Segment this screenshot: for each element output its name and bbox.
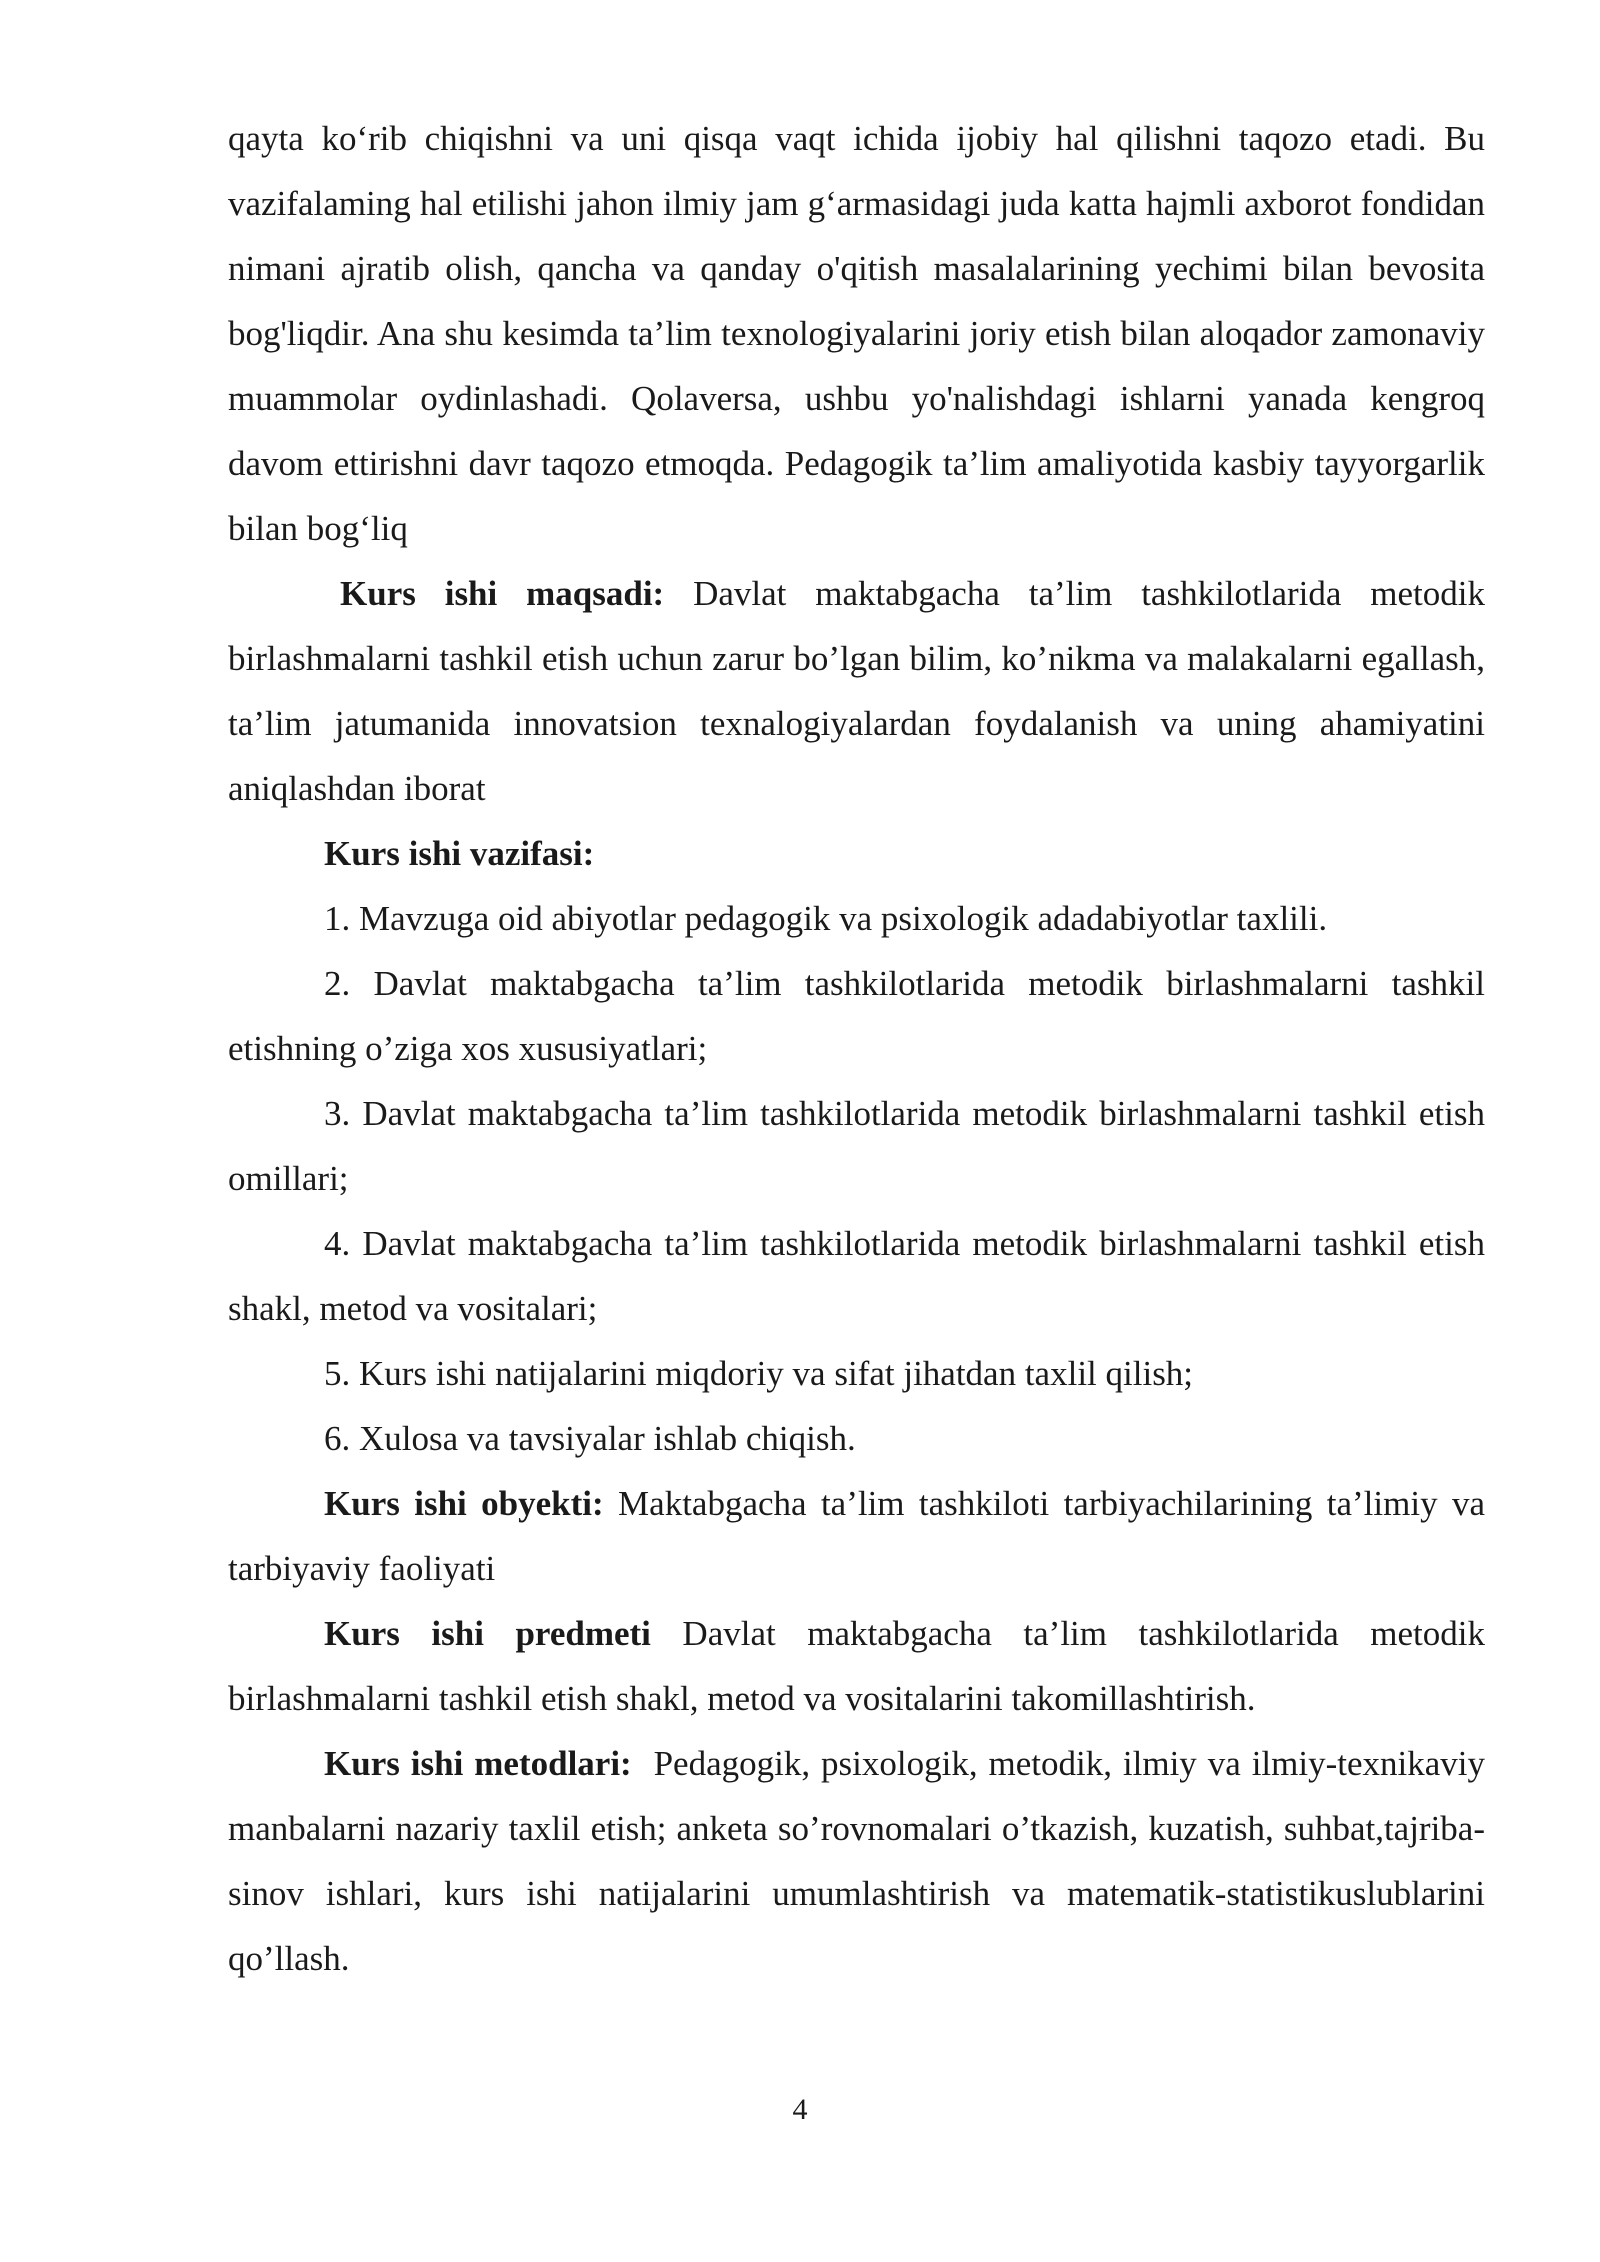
subject-label: Kurs ishi predmeti <box>324 1614 651 1653</box>
methods-paragraph <box>228 1731 1494 1991</box>
methods-text: Pedagogik, psixologik, metodik, ilmiy va ilmiy-texnikaviy manbalarni nazariy taxlil etish; anketa so’rovnomalari o’tkazish, kuzatish, suhbat,tajriba-sinov ishlari, kurs ishi natijalarini umumlashtirish va matematik-statistikuslublarini qo’llash. <box>228 1744 1494 1978</box>
methods-label: Kurs ishi metodlari: <box>324 1744 632 1783</box>
task-item: 6. Xulosa va tavsiyalar ishlab chiqish. <box>324 1419 856 1458</box>
task-item: 1. Mavzuga oid abiyotlar pedagogik va psixologik adadabiyotlar taxlili. <box>324 899 1328 938</box>
page-body <box>228 106 1494 1991</box>
task-item: 2. Davlat maktabgacha ta’lim tashkilotlarida metodik birlashmalarni tashkil etishning o’ziga xos xususiyatlari; <box>228 964 1485 1068</box>
object-text: Maktabgacha ta’lim tashkiloti tarbiyachilarining ta’limiy va tarbiyaviy faoliyati <box>228 1484 1485 1588</box>
page-number: 4 <box>792 2093 808 2126</box>
goal-text: Davlat maktabgacha ta’lim tashkilotlarida metodik birlashmalarni tashkil etish uchun zarur bo’lgan bilim, ko’nikma va malakalarni egallash, ta’lim jatumanida innovatsion texnalogiyalardan foydalanish va uning ahamiyatini aniqlashdan iborat <box>228 574 1486 808</box>
goal-paragraph <box>228 561 1485 821</box>
tasks-heading <box>228 821 1485 886</box>
subject-paragraph <box>228 1601 1485 1731</box>
goal-label: Kurs ishi maqsadi: <box>340 574 665 613</box>
object-paragraph <box>228 1471 1485 1601</box>
task-item: 3. Davlat maktabgacha ta’lim tashkilotlarida metodik birlashmalarni tashkil etish omillari; <box>228 1094 1485 1198</box>
task-item: 5. Kurs ishi natijalarini miqdoriy va sifat jihatdan taxlil qilish; <box>324 1354 1194 1393</box>
task-item: 4. Davlat maktabgacha ta’lim tashkilotlarida metodik birlashmalarni tashkil etish shakl, metod va vositalari; <box>228 1224 1485 1328</box>
object-label: Kurs ishi obyekti: <box>324 1484 604 1523</box>
subject-text: Davlat maktabgacha ta’lim tashkilotlarida metodik birlashmalarni tashkil etish shakl, metod va vositalarini takomillashtirish. <box>228 1614 1485 1718</box>
intro-paragraph: qayta ko‘rib chiqishni va uni qisqa vaqt ichida ijobiy hal qilishni taqozo etadi. Bu vazifalaming hal etilishi jahon ilmiy jam g‘armasidagi juda katta hajmli axborot fondidan nimani ajratib olish, qancha va qanday o'qitish masalalarining yechimi bilan bevosita bog'liqdir. Ana shu kesimda ta’lim texnologiyalarini joriy etish bilan aloqador zamonaviy muammolar oydinlashadi. Qolaversa, ushbu yo'nalishdagi ishlarni yanada kengroq davom ettirishni davr taqozo etmoqda. Pedagogik ta’lim amaliyotida kasbiy tayyorgarlik bilan bog‘liq <box>228 119 1485 548</box>
tasks-label: Kurs ishi vazifasi: <box>324 834 595 873</box>
